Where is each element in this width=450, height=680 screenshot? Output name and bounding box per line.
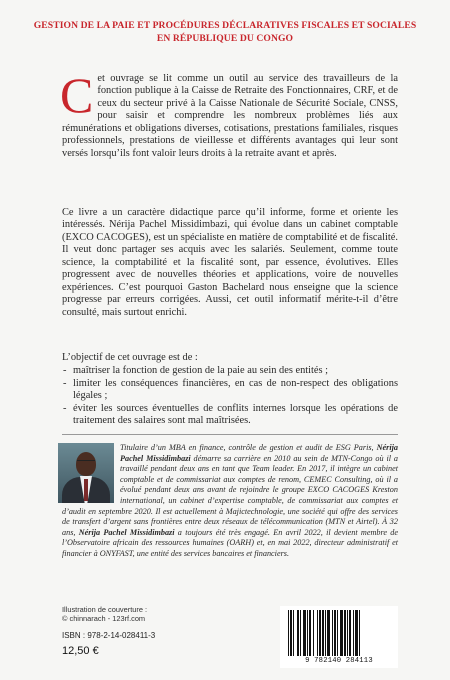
objective-item: - limiter les conséquences financières, en cas de non-respect des obligations légales ;	[62, 378, 398, 403]
bio-text-3: a toujours été très engagé. En avril 2022, il devient membre de l’Observatoire africain des ressources humaines (OARH) et, en mai 2022, directeur administratif et financier à ONYFAST, une entité des services bancaires et financiers.	[62, 527, 399, 558]
intro-text: et ouvrage se lit comme un outil au service des travailleurs de la fonction publique à la Caisse de Retraite des Fonctionnaires, CRF, et de ceux du secteur privé à la Caisse Nationale de Sécurité Sociale, CNSS, pour saisir et comprendre les nombreux problèmes liés aux rémunérations et obligations diverses, cotisations, prestations familiales, risques professionnels, prestations de vieillesse et différents avantages qui leur sont versés lorsqu’ils font valoir leurs droits à la retraite avant et après.	[62, 73, 398, 159]
objectives-heading: L’objectif de cet ouvrage est de :	[62, 352, 198, 363]
author-name: Nérija Pachel Missidimbazi	[120, 443, 398, 463]
section-divider	[62, 434, 398, 435]
barcode	[280, 606, 398, 668]
credit-label: Illustration de couverture :	[62, 605, 148, 614]
author-photo	[58, 443, 114, 503]
bio-text-1: Titulaire d’un MBA en finance, contrôle de gestion et audit de ESG Paris,	[120, 443, 377, 452]
price: 12,50 €	[62, 645, 99, 657]
drop-cap: C	[60, 67, 94, 123]
barcode-digits: 9 782140 284113	[305, 657, 373, 665]
objective-item: - maîtriser la fonction de gestion de la paie au sein des entités ;	[62, 365, 398, 377]
objectives-list	[62, 365, 398, 427]
credit-source: © chinnarach - 123rf.com	[62, 614, 146, 624]
objectives-section	[62, 352, 398, 428]
cover-credit	[62, 605, 202, 624]
isbn: ISBN : 978-2-14-028411-3	[62, 631, 156, 640]
objective-item: - éviter les sources éventuelles de conflits internes lorsque les opérations de traitement des salaires sont mal maîtrisées.	[62, 403, 398, 428]
barcode-bars	[288, 610, 390, 656]
book-title: GESTION DE LA PAIE ET PROCÉDURES DÉCLARATIVES FISCALES ET SOCIALES EN RÉPUBLIQUE DU CONGO	[33, 20, 417, 44]
bio-text-2: démarre sa carrière en 2010 au sein de MTN-Congo où il a travaillé pendant deux ans en tant que Team leader. En 2017, il intègre un cabinet comptable et de commissariat aux comptes de renom, CEMEC Consulting, où il a évolué pendant deux ans avant de rejoindre le groupe EXCO CACOGES Kreston international, un cabinet d’expertise comptable, de commissariat aux comptes et d’audit en septembre 2020. Il est actuellement à Majictechnologie, une société qui offre des services de transfert d’argent sans frontières entre deux réseaux de télécommunication (MTN et Airtel). À 32 ans,	[62, 453, 398, 537]
intro-paragraph	[60, 67, 398, 160]
description-paragraph: Ce livre a un caractère didactique parce qu’il informe, forme et oriente les intéressés. Nérija Pachel Missidimbazi, qui évolue dans un cabinet comptable (EXCO CACOGES), est un spécialiste en matière de comptabilité et de fiscalité. Il veut donc partager ses acquis avec les salariés. Seulement, comme toute science, la comptabilité et la fiscalité sont, par essence, évolutives. Elles progressent avec de nouvelles théories et applications, voire de nouvelles expériences. C’est pourquoi Gaston Bachelard nous enseigne que la science progresse par erreurs corrigées. Aussi, cet outil informatif mérite-t-il d’être consulté, mais surtout enrichi.	[62, 207, 398, 318]
author-name: Nérija Pachel Missidimbazi	[78, 527, 175, 537]
